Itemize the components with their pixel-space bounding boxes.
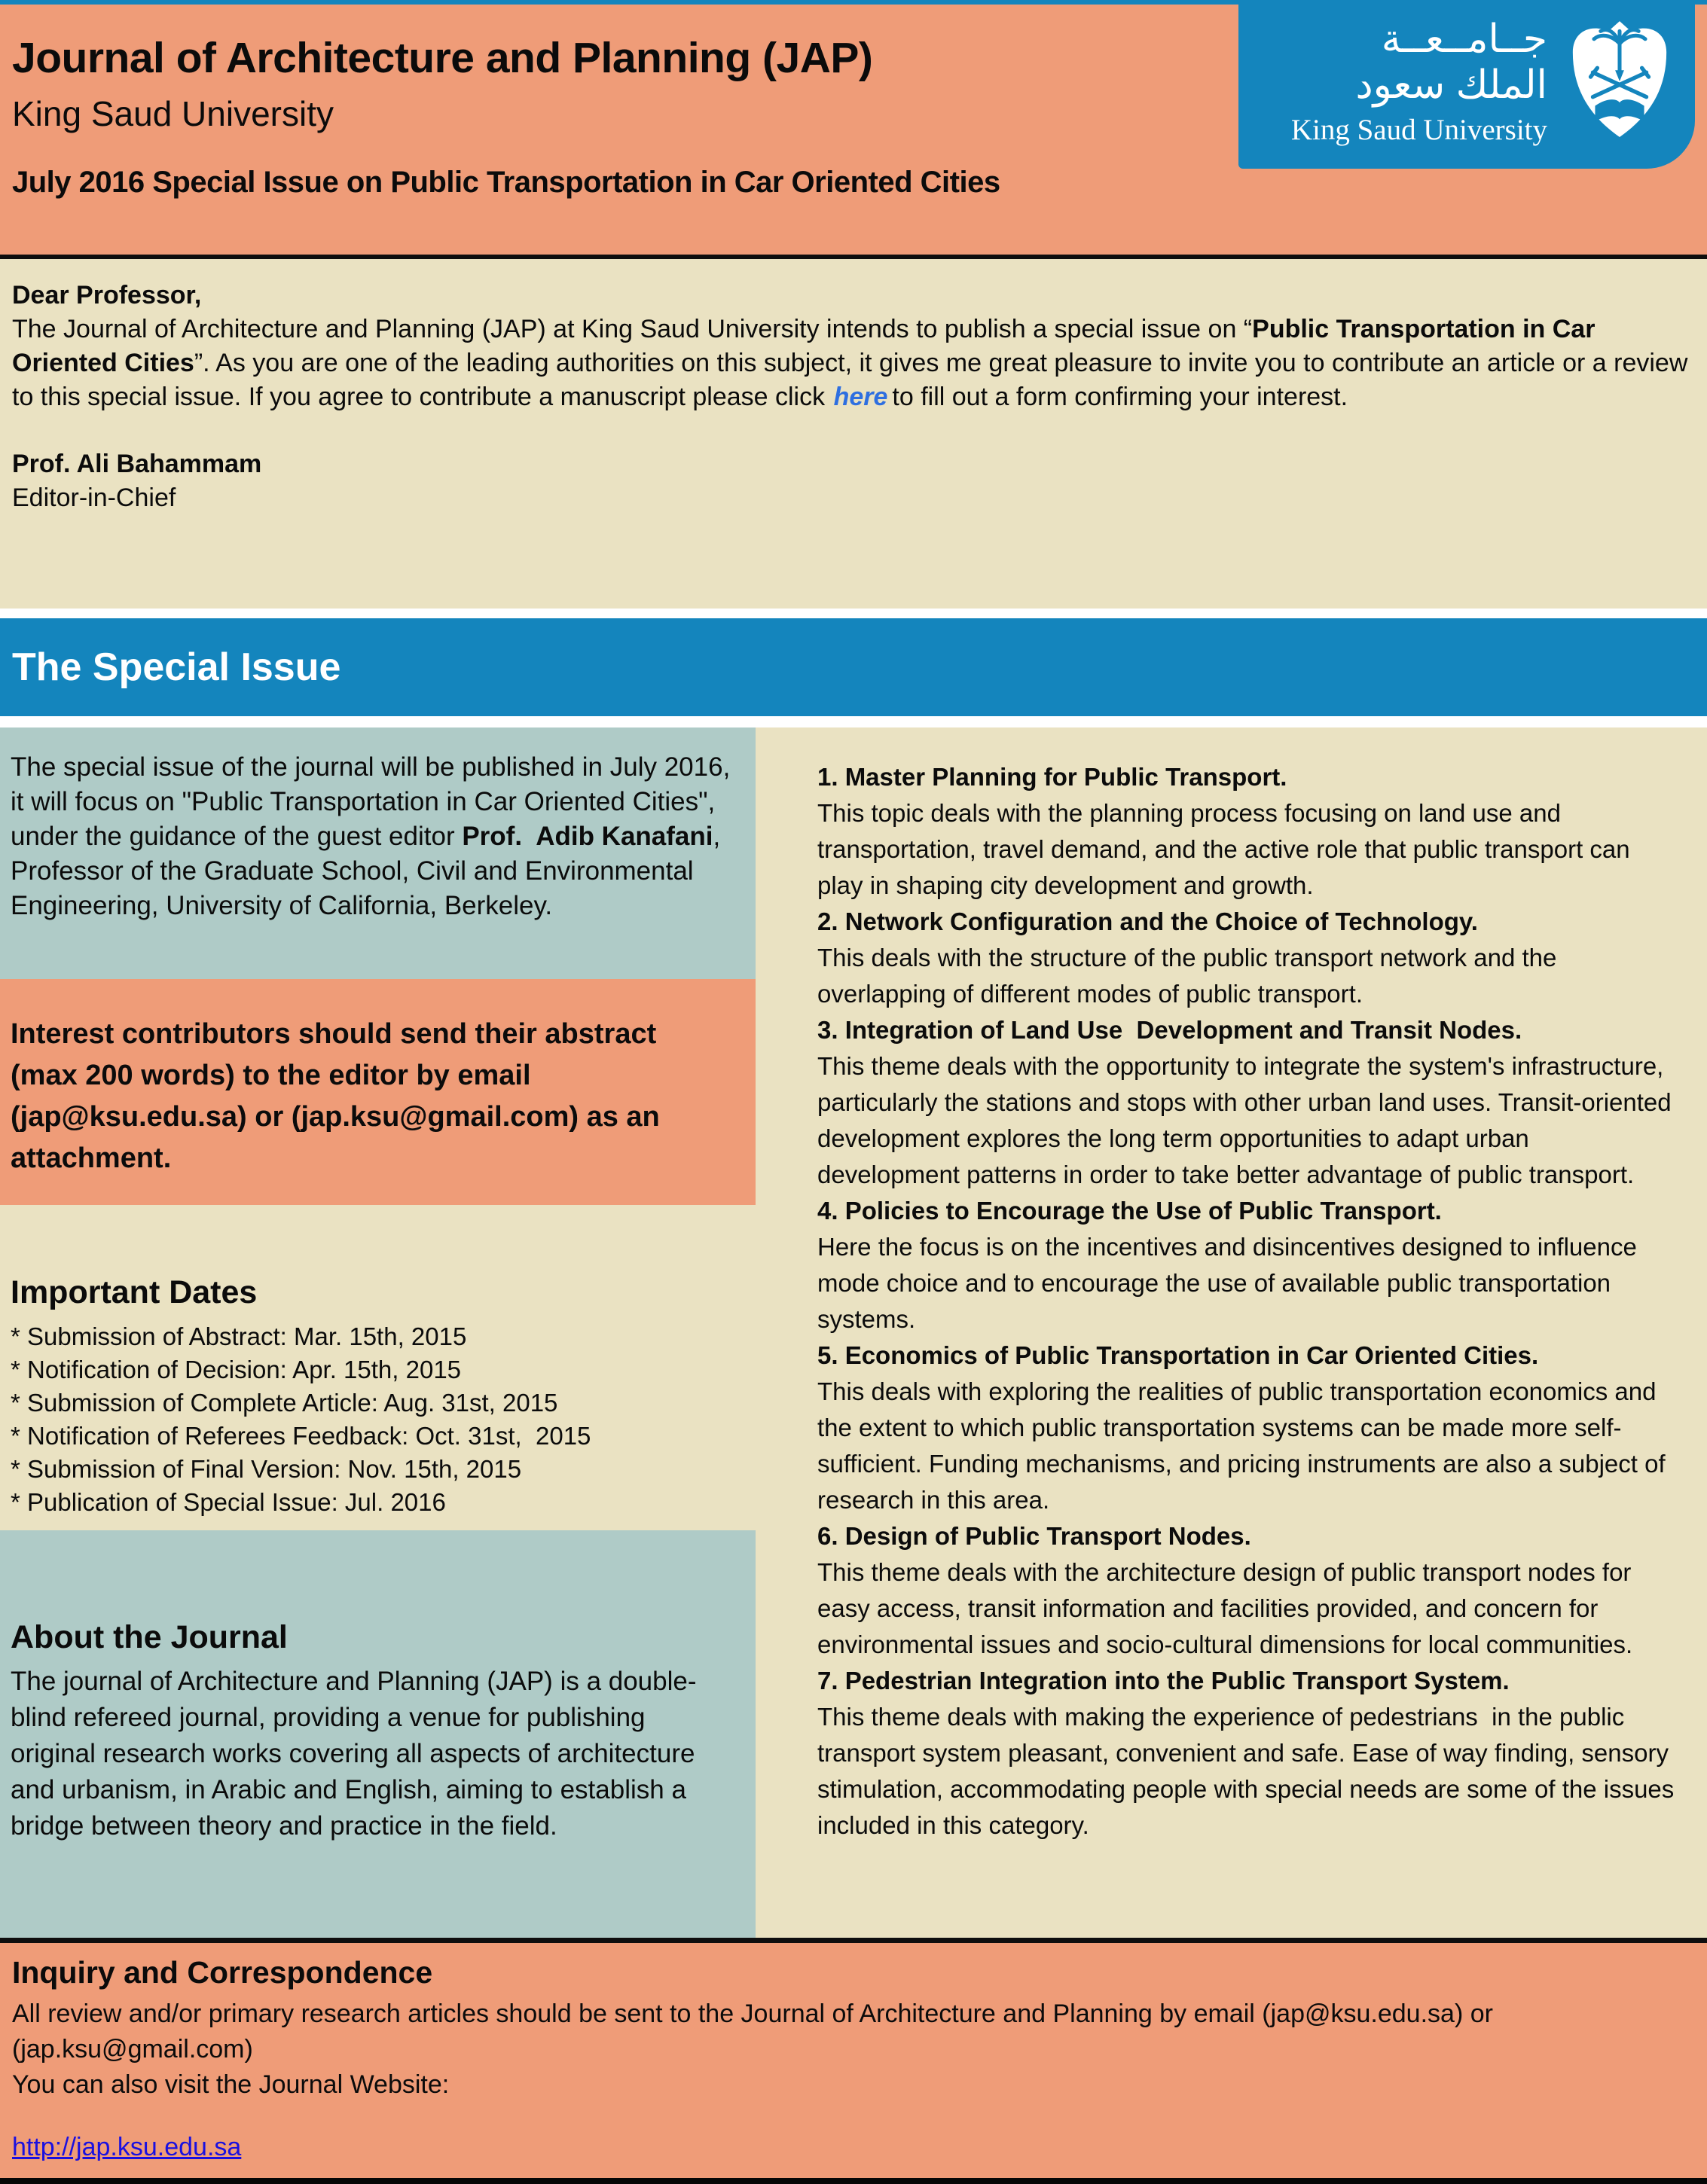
important-dates-section: [0, 1205, 756, 1530]
topic-title: 3. Integration of Land Use Development and Transit Nodes.: [817, 1016, 1522, 1044]
intro-text-2: , Professor of the Graduate School, Civil and Environmental Engineering, University of California, Berkeley.: [11, 822, 728, 920]
topic-title: 7. Pedestrian Integration into the Public Transport System.: [817, 1667, 1510, 1694]
topic-body: This topic deals with the planning process focusing on land use and transportation, travel demand, and the active role that public transport can play in shaping city development and growth.: [817, 799, 1637, 899]
journal-subtitle: King Saud University: [12, 94, 334, 133]
journal-website-link[interactable]: http://jap.ksu.edu.sa: [12, 2133, 242, 2161]
date-item: * Submission of Final Version: Nov. 15th, 2015: [11, 1455, 522, 1483]
footer-correspondence-text: All review and/or primary research articles should be sent to the Journal of Architecture and Planning by email (jap@ksu.edu.sa) or (jap.ksu@gmail.com): [12, 1999, 1501, 2064]
topic-body: This theme deals with the opportunity to integrate the system's infrastructure, particularly the stations and stops with other urban land uses. Transit-oriented development explores the long term opportunities to adapt urban development patterns in order to take better advantage of public transport.: [817, 1052, 1678, 1188]
special-issue-banner: [0, 618, 1707, 716]
special-issue-intro-box: [0, 727, 756, 979]
ksu-logo: [1238, 0, 1695, 169]
page-footer: [0, 1943, 1707, 2178]
page-header: [0, 5, 1707, 255]
date-item: * Submission of Complete Article: Aug. 31st, 2015: [11, 1389, 558, 1417]
topic-body: This deals with the structure of the public transport network and the overlapping of different modes of public transport.: [817, 944, 1564, 1008]
topic-body: This deals with exploring the realities of public transportation economics and the extent to which public transportation systems can be made more self-sufficient. Funding mechanisms, and pricing instruments are also a subject of research in this area.: [817, 1377, 1672, 1514]
date-item: * Notification of Referees Feedback: Oct. 31st, 2015: [11, 1422, 591, 1450]
ksu-logo-text: [1291, 17, 1547, 147]
signature-role: Editor-in-Chief: [12, 483, 176, 512]
topic-item: [817, 759, 1677, 904]
white-gap: [0, 609, 1707, 618]
bottom-bar: [0, 2178, 1707, 2184]
ksu-english-name: King Saud University: [1290, 113, 1547, 146]
intro-text-1: The special issue of the journal will be published in July 2016, it will focus on "Public Transportation in Car Oriented Cities", under the guidance of the guest editor: [11, 752, 738, 851]
letter-text-3: to fill out a form confirming your interest.: [892, 383, 1348, 411]
topic-item: [817, 1012, 1677, 1193]
topic-body: This theme deals with the architecture design of public transport nodes for easy access, transit information and facilities provided, and concern for environmental issues and socio-cultural dimensions for local communities.: [817, 1558, 1638, 1658]
about-journal-box: [0, 1530, 756, 1938]
topic-title: 5. Economics of Public Transportation in Car Oriented Cities.: [817, 1341, 1539, 1369]
topic-item: [817, 904, 1677, 1012]
left-column: [0, 727, 756, 1938]
topic-item: [817, 1518, 1677, 1663]
topic-title: 2. Network Configuration and the Choice of Technology.: [817, 907, 1478, 935]
topic-title: 6. Design of Public Transport Nodes.: [817, 1522, 1251, 1550]
topic-title: 1. Master Planning for Public Transport.: [817, 763, 1287, 791]
here-link[interactable]: here: [833, 383, 888, 411]
date-item: * Submission of Abstract: Mar. 15th, 2015: [11, 1322, 467, 1350]
topic-item: [817, 1338, 1677, 1518]
main-content: [0, 727, 1707, 1938]
important-dates-heading: Important Dates: [11, 1274, 258, 1310]
topic-item: [817, 1193, 1677, 1338]
topics-column: [756, 727, 1707, 1938]
journal-title: Journal of Architecture and Planning (JAP): [12, 34, 873, 82]
topic-item: [817, 1663, 1681, 1844]
letter-text-1: The Journal of Architecture and Planning (JAP) at King Saud University intends to publish a special issue on “: [12, 315, 1253, 343]
about-journal-heading: About the Journal: [11, 1619, 288, 1655]
abstract-cta-text: Interest contributors should send their abstract (max 200 words) to the editor by email (jap@ksu.edu.sa) or (jap.ksu@gmail.com) as an attachment.: [11, 1018, 668, 1174]
letter-signature: [12, 447, 1690, 515]
footer-divider: [0, 1938, 1707, 1943]
topic-body: This theme deals with making the experience of pedestrians in the public transport system pleasant, convenient and safe. Ease of way finding, sensory stimulation, accommodating people with special needs are some of the issues included in this category.: [817, 1703, 1681, 1839]
abstract-cta-box: [0, 979, 756, 1205]
invitation-letter: [0, 259, 1707, 609]
letter-text-2: ”. As you are one of the leading authorities on this subject, it gives me great pleasure to invite you to contribute an article or a review to this special issue. If you agree to contribute a manuscript please click: [12, 349, 1695, 411]
letter-body: [12, 313, 1695, 414]
topic-body: Here the focus is on the incentives and disincentives designed to influence mode choice and to encourage the use of available public transportation systems.: [817, 1233, 1644, 1333]
special-issue-line: July 2016 Special Issue on Public Transportation in Car Oriented Cities: [12, 166, 1000, 199]
about-journal-body: The journal of Architecture and Planning (JAP) is a double-blind refereed journal, providing a venue for publishing original research works covering all aspects of architecture and urbanism, in Arabic and English, aiming to establish a bridge between theory and practice in the field.: [11, 1667, 703, 1841]
banner-title: The Special Issue: [12, 645, 341, 689]
ksu-arabic-line2: الملك سعود: [1355, 63, 1547, 107]
ksu-arabic-line1: جــامــعــة: [1381, 17, 1547, 61]
guest-editor-name: Prof. Adib Kanafani: [462, 822, 713, 851]
topic-title: 4. Policies to Encourage the Use of Public Transport.: [817, 1197, 1442, 1225]
footer-heading: Inquiry and Correspondence: [12, 1955, 433, 1990]
footer-website-text: You can also visit the Journal Website:: [12, 2070, 450, 2099]
ksu-shield-icon: [1564, 15, 1675, 148]
letter-salutation: Dear Professor,: [12, 281, 202, 310]
letter-topic-bold: Public Transportation in Car Oriented Cities: [12, 315, 1602, 377]
signature-name: Prof. Ali Bahammam: [12, 450, 262, 478]
date-item: * Publication of Special Issue: Jul. 2016: [11, 1488, 446, 1516]
white-gap: [0, 716, 1707, 727]
date-item: * Notification of Decision: Apr. 15th, 2015: [11, 1356, 462, 1383]
